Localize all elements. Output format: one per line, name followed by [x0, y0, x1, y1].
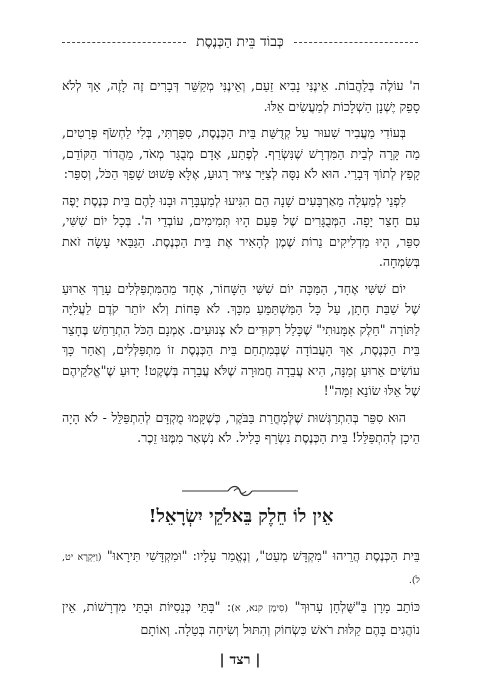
paragraph: יוֹם שִׁשִּׁי אֶחָד, הַמַּכָּה יוֹם שִׁשִּׁי הַשָּׁחוֹר, אֶחָד מֵהַמִּתְפַּלְּלִים עָרַךְ אֵרוּעַ שֶׁל שַׁבַּת חָתָן, עַל כָּל הַמַּשְׁתַּמֵּעַ מִכָּךְ. לֹא פָּחוֹת וְלֹא יוֹתֵר קֹדֶם לַעֲלִיָּה לַתּוֹרָה "חֵלֶק אָמָּנוּתִי" שֶׁכָּלַל רִקּוּדִים לֹא צְנוּעִים. אָמְנָם הַכֹּל הִתְרַחֵשׁ בֶּחָצֵר בֵּית הַכְּנֶסֶת, אַךְ הָעֲבוֹדָה שֶׁבְּמִתְחַם בֵּית הַכְּנֶסֶת זוֹ מִתְפַּלְּלִים, וְאַחַר כָּךְ עוֹשִׂים אֵרוּעַ זְמַנָּה, הִיא עֲבֵדָה חֲמוּרָה שֶׁלֹּא עֲבֵרָה בְּשֶׁקֶט! יָדוּעַ שֶׁ"אֱלֹקֵיהֶם שֶׁל אֵלּוּ שׂוֹנֵא זִמָּה"!	[62, 280, 420, 398]
header-rule-left	[62, 42, 186, 43]
paragraph: בְּעוֹדִי מַעֲבִיר שִׁעוּר עַל קְדֻשַּׁת בֵּית הַכְּנֶסֶת, סִפַּרְתִּי, בְּלִי לַחְשֹׂף פְּרָטִים, מַה קָּרָה לְבֵית הַמִּדְרָשׁ שֶׁנִּשְׂרַף. לְפֶתַע, אָדָם מְבֻגָּר מְאֹד, מֵהֲדוֹר הַקּוֹדֵם, קָפַץ לְתוֹךְ דְּבָרַי. הוּא לֹא נִסָּה לְצַיֵּר צִיּוּר רָגוּעַ, אֶלָּא פָּשׁוּט שָׁפַךְ הַכֹּל, וְסִפֵּר:	[62, 125, 420, 181]
paragraph: לִפְנֵי לְמַעְלָה מֵאַרְבָּעִים שָׁנָה הֵם הִגִּיעוּ לְמַעְבָּרָה וּבָנוּ לָהֶם בֵּית כְּנֶסֶת יָפֶה עִם חָצֵר יָפָה. הַמְּבֻגָּרִים שֶׁל פַּעַם הָיוּ תְּמִימִים, עוֹבְדֵי ה'. בְּכָל יוֹם שִׁשִּׁי, סִפֵּר, הָיוּ מַדְלִיקִים נֵרוֹת שֶׁמֶן לְהָאִיר אֶת בֵּית הַכְּנֶסֶת. הַגַּבַּאי עָשָׂה זֹאת בְּשִׂמְחָה.	[62, 192, 420, 269]
running-header	[62, 32, 418, 52]
flourish-icon	[180, 484, 300, 498]
paragraph	[62, 597, 420, 640]
source-reference: (וַיִּקְרָא יט, ל).	[62, 552, 420, 586]
paragraph-text: בֵּית הַכְּנֶסֶת הֲרֵיהוּ "מִקְדָּשׁ מְעַט", וְנֶאֱמַר עָלָיו: "וּמִקְדָּשִׁי תִּירָאוּ"	[106, 548, 420, 563]
section-text	[62, 546, 420, 646]
section-heading: אֵין לוֹ חֵלֶק בֵּאלֹקֵי יִשְׂרָאֵל!	[148, 506, 334, 527]
paragraph	[62, 546, 420, 591]
main-text	[62, 76, 420, 455]
paragraph: ה' עוֹלֶה בְּלַהֲבוֹת. אֵינֶנִּי נָבִיא זַעַם, וְאֵינֶנִּי מְקַשֵּׁר דְּבָרִים זֶה לָזֶה, אַךְ לְלֹא סָפֵק יֶשְׁנָן הַשְׁלָכוֹת לְמַעֲשִׂים אֵלּוּ.	[62, 78, 420, 114]
page-number: | רצד |	[219, 652, 261, 668]
header-rule-right	[294, 42, 418, 43]
ornamental-divider	[0, 484, 480, 498]
running-title: כְּבוֹד בֵּית הַכְּנֶסֶת	[196, 33, 284, 50]
source-reference: (סִימָן קנא, א)	[231, 603, 289, 614]
paragraph-text: : "בָּתֵּי כְּנֵסִיּוֹת וּבָתֵּי מִדְרָשׁוֹת, אֵין נוֹהֲגִים בָּהֶם קַלּוּת רֹאשׁ כִּשְׂחוֹק וְהִתּוּל וְשִׂיחָה בְּטֵלָה. וְאוֹתָם	[62, 599, 420, 637]
paragraph: הוּא סִפֵּר בְּהִתְרַגְּשׁוּת שֶׁלְּמָחֳרַת בַּבֹּקֶר, כְּשֶׁקָּמוּ מֻקְדָּם לְהִתְפַּלֵּל - לֹא הָיָה הֵיכָן לְהִתְפַּלֵּל! בֵּית הַכְּנֶסֶת נִשְׂרַף כָּלִיל. לֹא נִשְׁאַר מִמֶּנּוּ זֵכֶר.	[62, 409, 420, 445]
paragraph-text: כּוֹתֵב מָרָן בַּ"שֻּׁלְחָן עָרוּךְ"	[294, 599, 420, 614]
